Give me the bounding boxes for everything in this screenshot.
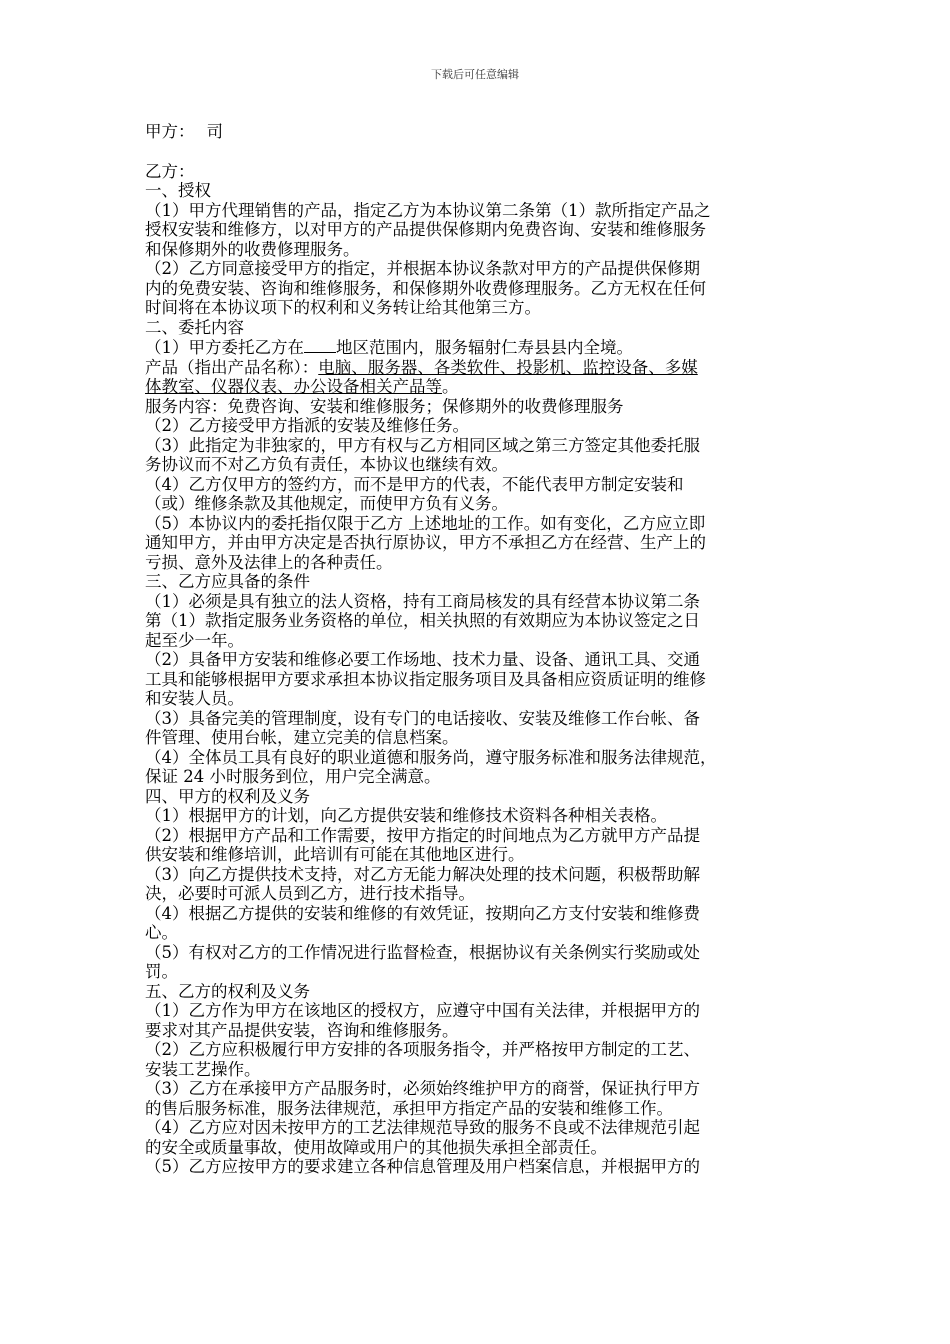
clause-line: （4）根据乙方提供的安装和维修的有效凭证，按期向乙方支付安装和维修费 <box>145 903 700 923</box>
region-clause <box>145 337 810 358</box>
section-heading: 一、授权 <box>145 181 211 200</box>
clause-line: 内的免费安装、咨询和维修服务，和保修期外收费修理服务。乙方无权在任何 <box>145 278 706 298</box>
contract-body <box>145 122 810 1177</box>
product-list-part-2: 体教室、仪器仪表、办公设备相关产品等 <box>145 377 442 396</box>
product-label: 产品（指出产品名称）： <box>145 357 319 377</box>
clause-line: （或）维修条款及其他规定，而使甲方负有义务。 <box>145 494 508 513</box>
section-heading: 二、委托内容 <box>145 317 244 337</box>
clause-line: （4）全体员工具有良好的职业道德和服务尚，遵守服务标准和服务法律规范， <box>145 747 717 767</box>
clause-line: 决，必要时可派人员到乙方，进行技术指导。 <box>145 884 475 903</box>
clause-line: （5）本协议内的委托指仅限于乙方 上述地址的工作。如有变化，乙方应立即 <box>145 513 706 533</box>
product-clause-line-2 <box>145 377 810 397</box>
clause-line: 工具和能够根据甲方要求承担本协议指定服务项目及具备相应资质证明的维修 <box>145 669 706 689</box>
clause-line: 第（1）款指定服务业务资格的单位，相关执照的有效期应为本协议签定之日 <box>145 611 700 630</box>
clause-line: 授权安装和维修方，以对甲方的产品提供保修期内免费咨询、安装和维修服务 <box>145 220 706 239</box>
clause-line: （2）根据甲方产品和工作需要，按甲方指定的时间地点为乙方就甲方产品提 <box>145 825 700 845</box>
clause-line: （2）乙方应积极履行甲方安排的各项服务指令，并严格按甲方制定的工艺、 <box>145 1040 700 1059</box>
section-heading: 五、乙方的权利及义务 <box>145 981 310 1001</box>
clause-line: 和安装人员。 <box>145 689 244 708</box>
clause-line: 和保修期外的收费修理服务。 <box>145 239 360 259</box>
clause-line: （4）乙方应对因未按甲方的工艺法律规范导致的服务不良或不法律规范引起 <box>145 1118 700 1137</box>
region-prefix: （1）甲方委托乙方在 <box>145 338 304 357</box>
clause-line: 供安装和维修培训，此培训有可能在其他地区进行。 <box>145 845 525 864</box>
region-blank <box>304 337 336 353</box>
clause-line: （1）乙方作为甲方在该地区的授权方，应遵守中国有关法律，并根据甲方的 <box>145 1001 700 1020</box>
clause-line: （2）具备甲方安装和维修必要工作场地、技术力量、设备、通讯工具、交通 <box>145 650 700 669</box>
section-heading: 四、甲方的权利及义务 <box>145 786 310 806</box>
clause-line: （3）此指定为非独家的，甲方有权与乙方相同区域之第三方签定其他委托服 <box>145 435 700 455</box>
product-list-part-1: 电脑、服务器、各类软件、投影机、监控设备、多媒 <box>318 357 698 377</box>
party-b-line: 乙方： <box>145 161 195 181</box>
clause-line: （5）乙方应按甲方的要求建立各种信息管理及用户档案信息，并根据甲方的 <box>145 1157 700 1176</box>
clause-line: （1）甲方代理销售的产品，指定乙方为本协议第二条第（1）款所指定产品之 <box>145 200 711 220</box>
clause-line: 亏损、意外及法律上的各种责任。 <box>145 552 393 572</box>
clause-line: 要求对其产品提供安装，咨询和维修服务。 <box>145 1020 459 1040</box>
clause-line: 时间将在本协议项下的权利和义务转让给其他第三方。 <box>145 298 541 317</box>
clause-line: 服务内容：免费咨询、安装和维修服务；保修期外的收费修理服务 <box>145 396 624 416</box>
clause-line: （3）乙方在承接甲方产品服务时，必须始终维护甲方的商誉，保证执行甲方 <box>145 1079 700 1098</box>
clause-line: 罚。 <box>145 962 178 981</box>
clause-line: 心。 <box>145 923 178 942</box>
clause-line: 保证 24 小时服务到位，用户完全满意。 <box>145 767 441 786</box>
clause-line: （1）根据甲方的计划，向乙方提供安装和维修技术资料各种相关表格。 <box>145 806 667 825</box>
clause-line: （3）具备完美的管理制度，设有专门的电话接收、安装及维修工作台帐、备 <box>145 708 700 728</box>
clause-line: （2）乙方同意接受甲方的指定，并根据本协议条款对甲方的产品提供保修期 <box>145 259 700 278</box>
clause-line: （5）有权对乙方的工作情况进行监督检查，根据协议有关条例实行奖励或处 <box>145 942 700 962</box>
section-heading: 三、乙方应具备的条件 <box>145 572 310 591</box>
clause-line: 通知甲方，并由甲方决定是否执行原协议，甲方不承担乙方在经营、生产上的 <box>145 533 706 552</box>
product-end: 。 <box>442 377 459 396</box>
clause-line: （1）必须是具有独立的法人资格，持有工商局核发的具有经营本协议第二条 <box>145 591 700 611</box>
page-header-note: 下载后可任意编辑 <box>431 68 519 81</box>
party-a-line <box>145 122 810 142</box>
clause-line: （2）乙方接受甲方指派的安装及维修任务。 <box>145 416 469 435</box>
party-a-value: 司 <box>206 122 223 141</box>
clause-line: 的安全或质量事故，使用故障或用户的其他损失承担全部责任。 <box>145 1137 607 1157</box>
clause-line: 起至少一年。 <box>145 630 244 650</box>
clause-line: 的售后服务标准，服务法律规范，承担甲方指定产品的安装和维修工作。 <box>145 1098 673 1118</box>
clause-line: （3）向乙方提供技术支持，对乙方无能力解决处理的技术问题，积极帮助解 <box>145 864 700 884</box>
product-clause-line-1 <box>145 358 810 378</box>
region-suffix: 地区范围内，服务辐射仁寿县县内全境。 <box>336 338 633 357</box>
clause-line: 安装工艺操作。 <box>145 1059 261 1079</box>
party-a-label: 甲方： <box>145 122 195 141</box>
clause-line: （4）乙方仅甲方的签约方，而不是甲方的代表，不能代表甲方制定安装和 <box>145 474 684 494</box>
clause-line: 务协议而不对乙方负有责任，本协议也继续有效。 <box>145 455 508 474</box>
clause-line: 件管理、使用台帐，建立完美的信息档案。 <box>145 728 459 747</box>
